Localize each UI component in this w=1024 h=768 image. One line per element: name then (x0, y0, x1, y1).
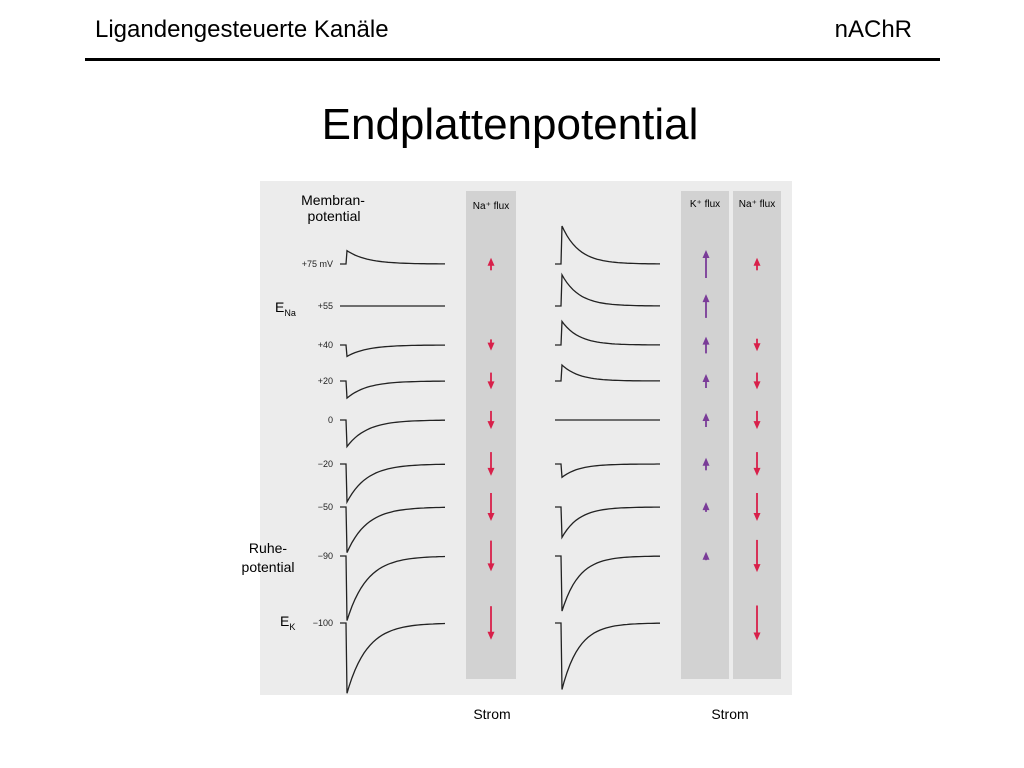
voltage-label: 0 (327, 415, 333, 425)
e-k-main: E (280, 613, 290, 629)
e-na-main: E (275, 299, 285, 315)
header-right-title: nAChR (834, 16, 912, 43)
voltage-label: −20 (317, 459, 333, 469)
voltage-label: +75 mV (301, 259, 333, 269)
voltage-label: −50 (317, 502, 333, 512)
header-divider (85, 58, 940, 61)
voltage-label: +20 (317, 376, 333, 386)
e-k-sub: K (289, 622, 296, 632)
rest-label-line1: Ruhe- (248, 540, 288, 556)
strom-label-right: Strom (711, 706, 749, 722)
slide-title: Endplattenpotential (321, 100, 699, 149)
rest-label-line2: potential (241, 559, 295, 575)
membrane-label-line2: potential (307, 208, 361, 224)
k-flux-column (681, 191, 729, 679)
voltage-label: +40 (317, 340, 333, 350)
na-flux-header-left: Na⁺ flux (472, 201, 510, 212)
k-flux-header: K⁺ flux (689, 199, 721, 210)
na-flux-header-right: Na⁺ flux (738, 199, 776, 210)
header-left-title: Ligandengesteuerte Kanäle (95, 16, 389, 43)
voltage-label: +55 (317, 301, 333, 311)
e-na-sub: Na (284, 308, 296, 318)
voltage-label: −100 (312, 618, 333, 628)
strom-label-left: Strom (473, 706, 511, 722)
membrane-label-line1: Membran- (301, 192, 365, 208)
endplate-potential-figure (230, 170, 810, 730)
voltage-label: −90 (317, 551, 333, 561)
